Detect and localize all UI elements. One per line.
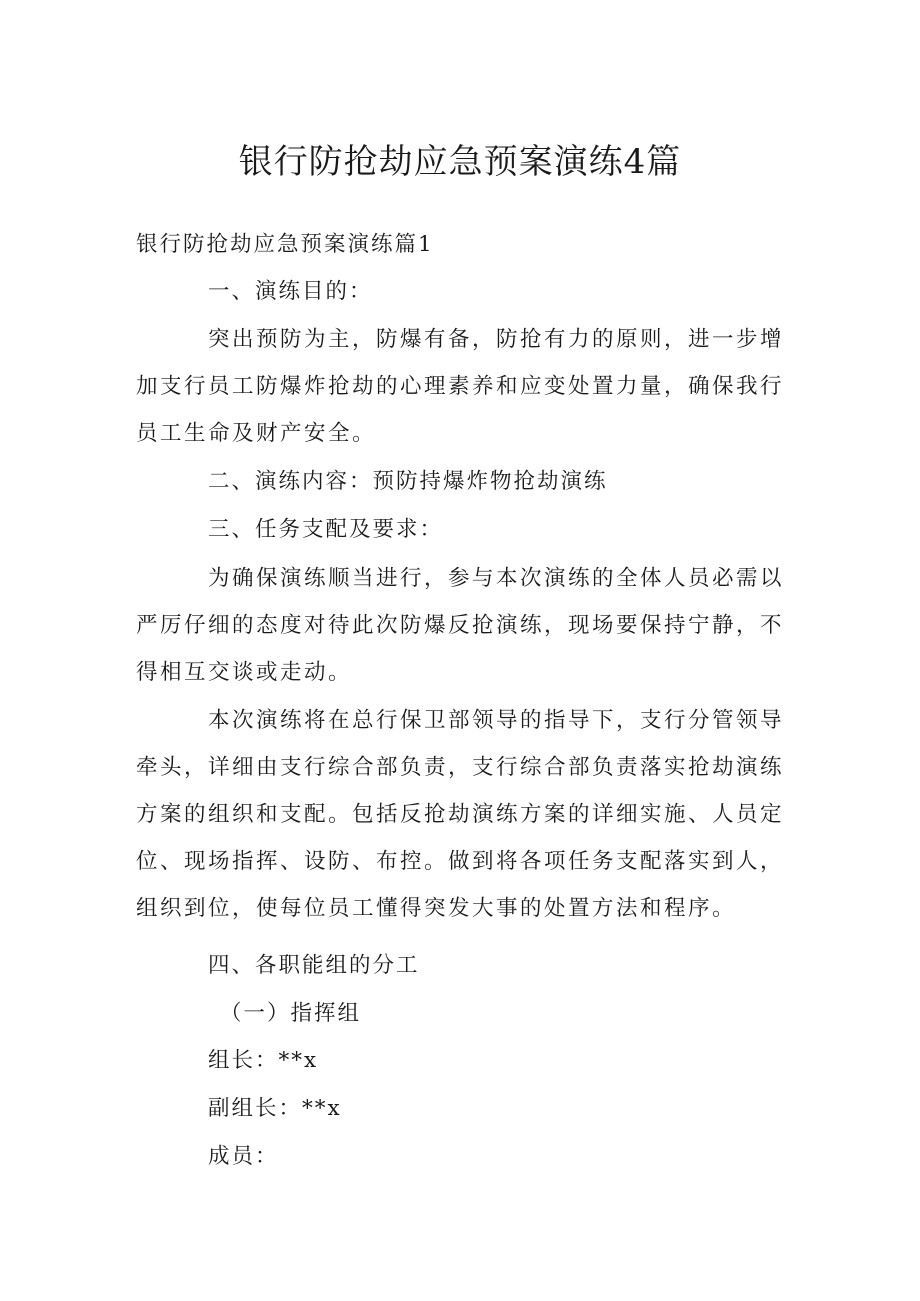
document-subtitle: 银行防抢劫应急预案演练篇1 [136,232,434,257]
document-title: 银行防抢劫应急预案演练4篇 [238,142,682,182]
section1-body: 突出预防为主，防爆有备，防抢有力的原则，进一步增加支行员工防爆炸抢劫的心理素养和应变处置力量，确保我行员工生命及财产安全。 [136,327,785,446]
deputy-leader-line: 副组长：**x [208,1096,342,1121]
section3-heading: 三、任务支配及要求： [208,517,444,542]
section3-body1: 为确保演练顺当进行，参与本次演练的全体人员必需以严厉仔细的态度对待此次防爆反抢演练，现场要保持宁静，不得相互交谈或走动。 [136,566,785,685]
section3-body2: 本次演练将在总行保卫部领导的指导下，支行分管领导牵头，详细由支行综合部负责，支行综合部负责落实抢劫演练方案的组织和支配。包括反抢劫演练方案的详细实施、人员定位、现场指挥、设防、布控。做到将各项任务支配落实到人，组织到位，使每位员工懂得突发大事的处置方法和程序。 [136,708,785,921]
members-line: 成员： [208,1144,279,1169]
group1-heading: （一）指挥组 [220,1001,362,1026]
section4-heading: 四、各职能组的分工 [208,953,420,978]
section1-heading: 一、演练目的： [208,279,373,304]
group-leader-line: 组长：**x [208,1048,319,1073]
section2-heading: 二、演练内容：预防持爆炸物抢劫演练 [208,469,608,494]
